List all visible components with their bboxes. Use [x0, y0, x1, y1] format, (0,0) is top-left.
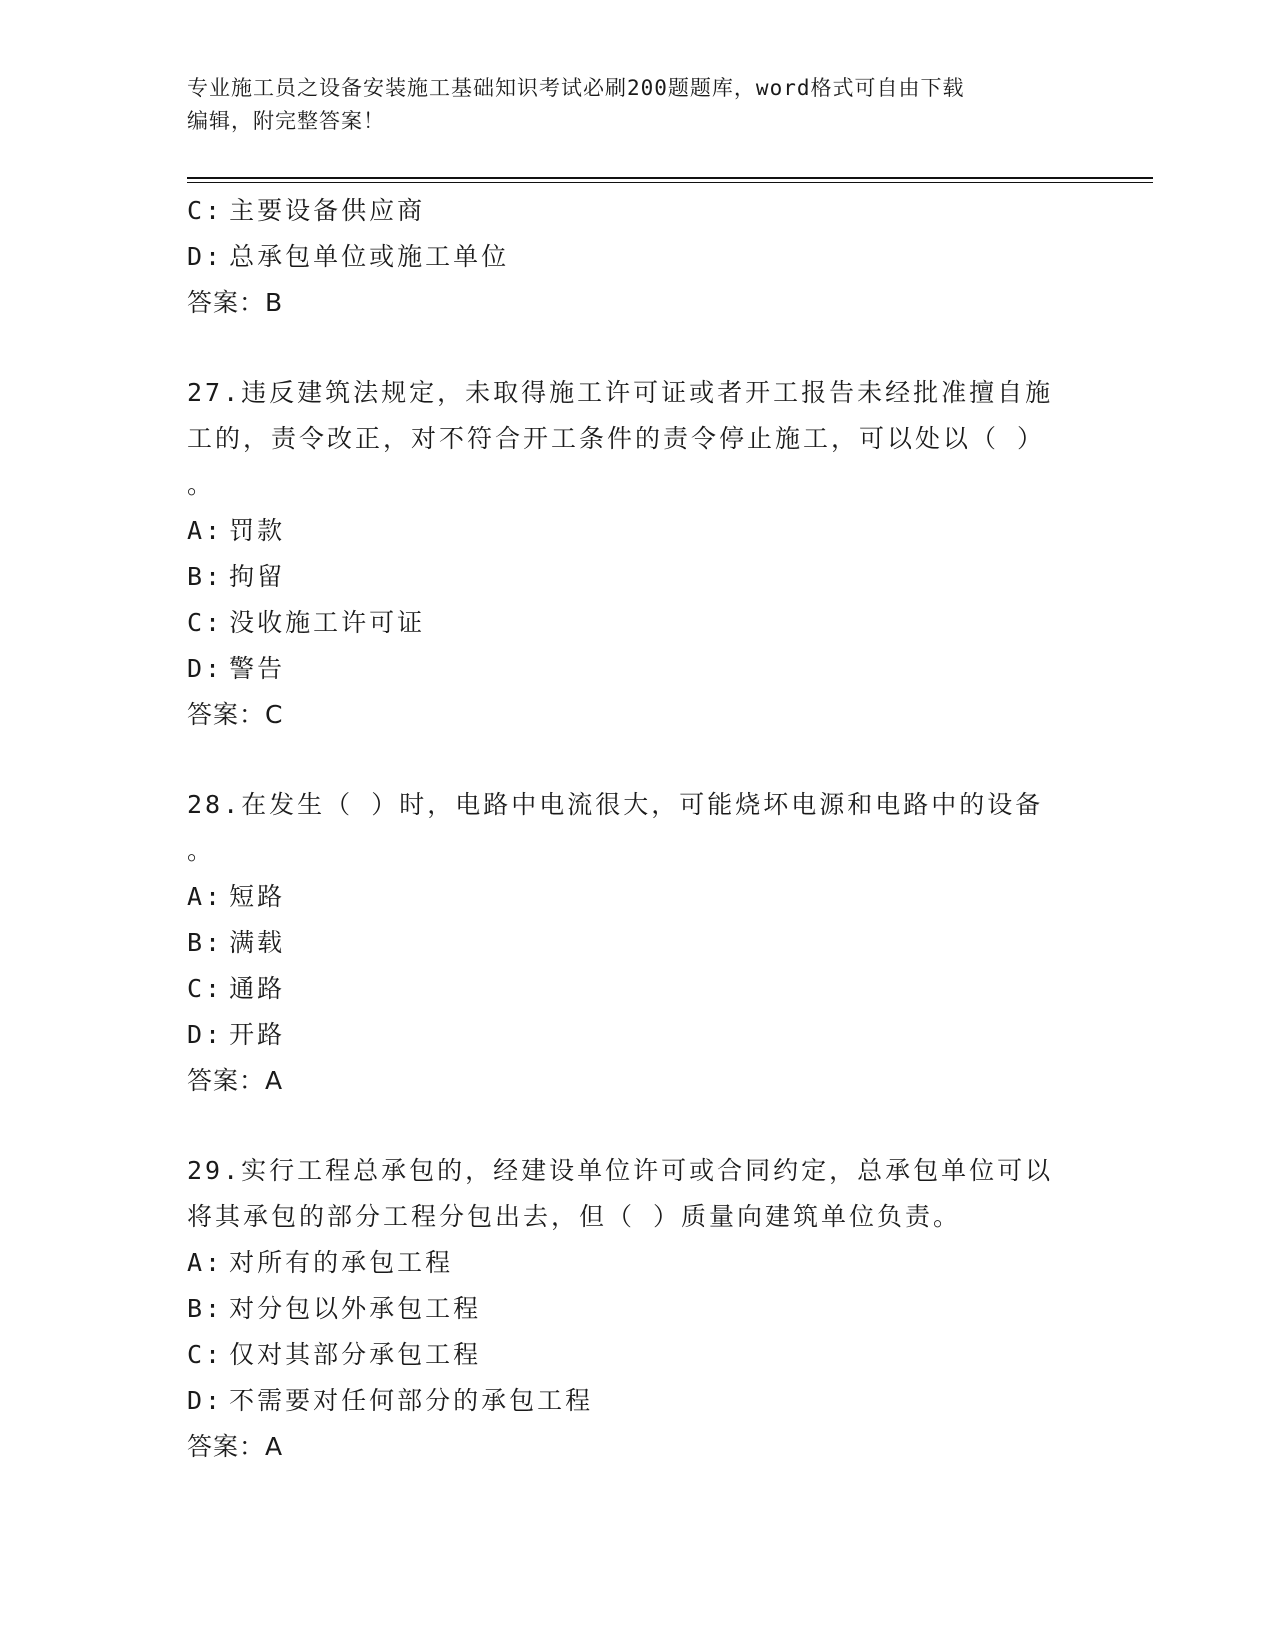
option-b [187, 920, 1087, 966]
question-text-line: 。 [187, 470, 216, 499]
question-text-line: 27.违反建筑法规定，未取得施工许可证或者开工报告未经批准擅自施 [187, 378, 1054, 407]
option-d [187, 1012, 1087, 1058]
option-text: 仅对其部分承包工程 [229, 1340, 482, 1369]
option-label: D: [187, 242, 224, 271]
option-d [187, 646, 1087, 692]
option-text: 没收施工许可证 [229, 608, 426, 637]
question-text-line: 28.在发生（ ）时，电路中电流很大，可能烧坏电源和电路中的设备 [187, 790, 1044, 819]
document-body [187, 188, 1087, 1470]
option-text: 总承包单位或施工单位 [229, 242, 510, 271]
option-text: 拘留 [229, 562, 286, 591]
header-divider-thin [187, 182, 1153, 183]
option-label: A: [187, 1248, 224, 1277]
option-label: D: [187, 654, 224, 683]
question-29 [187, 1148, 1087, 1470]
option-label: B: [187, 562, 224, 591]
option-text: 主要设备供应商 [229, 196, 426, 225]
prev-question-block [187, 188, 1087, 326]
header-divider-thick [187, 177, 1153, 179]
option-c [187, 600, 1087, 646]
option-text: 对分包以外承包工程 [229, 1294, 482, 1323]
option-text: 短路 [229, 882, 286, 911]
option-b [187, 1286, 1087, 1332]
option-label: A: [187, 882, 224, 911]
question-text-line: 工的，责令改正，对不符合开工条件的责令停止施工，可以处以（ ） [187, 424, 1046, 453]
header-line-1: 专业施工员之设备安装施工基础知识考试必刷200题题库，word格式可自由下载 [187, 76, 965, 100]
option-text: 开路 [229, 1020, 286, 1049]
option-c [187, 188, 1087, 234]
option-c [187, 1332, 1087, 1378]
answer-line: 答案：A [187, 1432, 284, 1461]
option-label: A: [187, 516, 224, 545]
answer-line: 答案：A [187, 1066, 284, 1095]
option-label: C: [187, 608, 224, 637]
option-label: C: [187, 1340, 224, 1369]
option-text: 警告 [229, 654, 286, 683]
option-label: C: [187, 196, 224, 225]
question-28 [187, 782, 1087, 1104]
option-label: D: [187, 1020, 224, 1049]
question-27 [187, 370, 1087, 738]
answer-line: 答案：C [187, 700, 284, 729]
option-text: 罚款 [229, 516, 286, 545]
option-c [187, 966, 1087, 1012]
question-text-line: 将其承包的部分工程分包出去，但（ ）质量向建筑单位负责。 [187, 1202, 962, 1231]
option-label: B: [187, 1294, 224, 1323]
option-a [187, 1240, 1087, 1286]
option-text: 对所有的承包工程 [229, 1248, 454, 1277]
option-text: 不需要对任何部分的承包工程 [229, 1386, 594, 1415]
answer-line: 答案：B [187, 288, 284, 317]
option-label: C: [187, 974, 224, 1003]
header-line-2: 编辑，附完整答案！ [187, 109, 385, 133]
page-header [187, 72, 1067, 138]
option-label: B: [187, 928, 224, 957]
option-text: 通路 [229, 974, 286, 1003]
option-a [187, 508, 1087, 554]
option-b [187, 554, 1087, 600]
option-d [187, 234, 1087, 280]
option-text: 满载 [229, 928, 286, 957]
question-text-line: 29.实行工程总承包的，经建设单位许可或合同约定，总承包单位可以 [187, 1156, 1054, 1185]
option-d [187, 1378, 1087, 1424]
option-a [187, 874, 1087, 920]
question-text-line: 。 [187, 836, 216, 865]
option-label: D: [187, 1386, 224, 1415]
